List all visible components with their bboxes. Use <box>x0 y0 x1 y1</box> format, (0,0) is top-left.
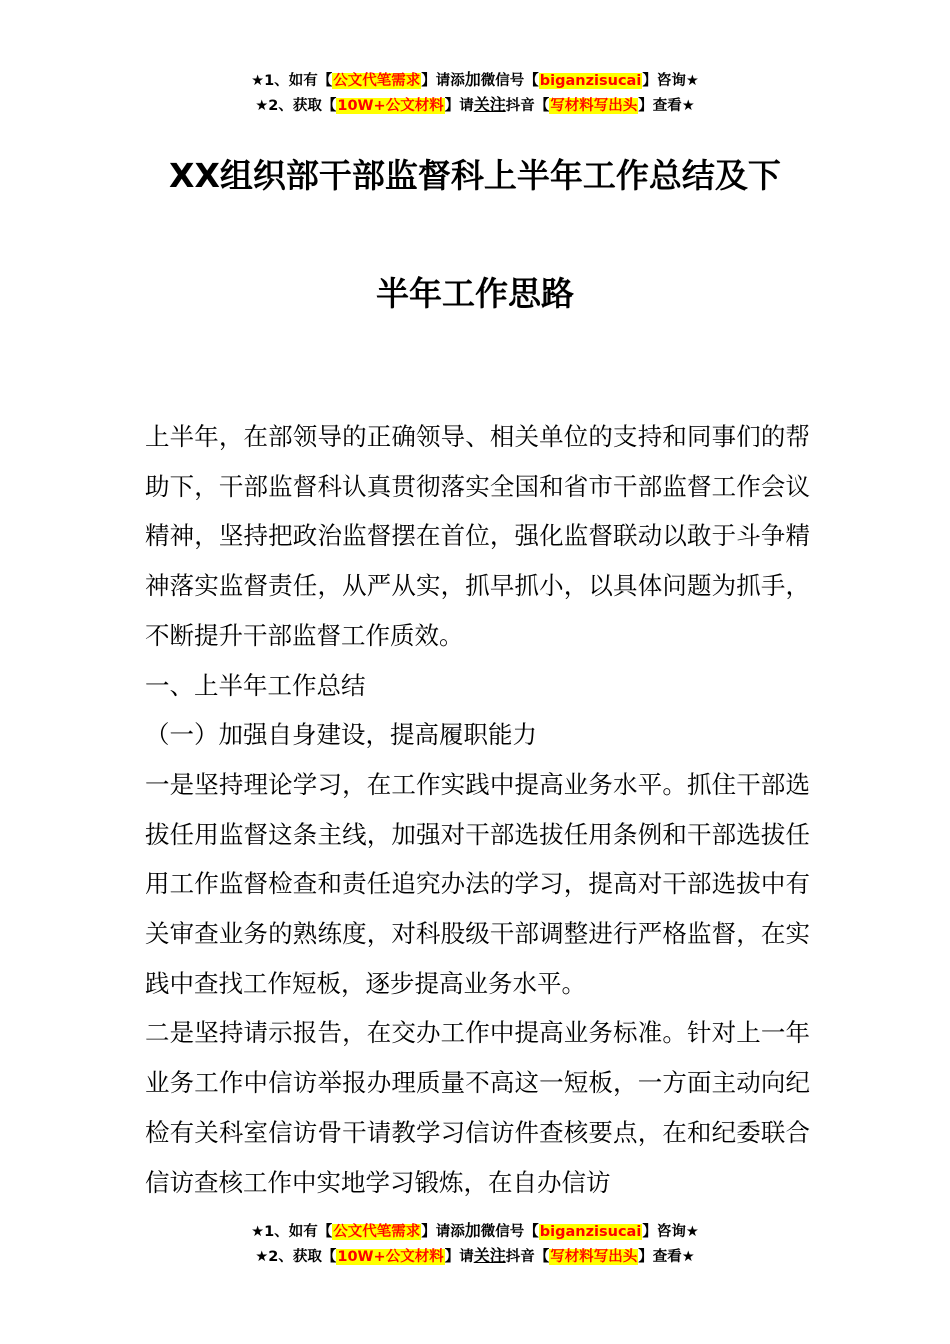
banner-highlight: 10W+公文材料 <box>337 98 444 114</box>
banner-text: 】查看★ <box>638 98 695 114</box>
header-banner <box>0 68 950 118</box>
banner-text: 加 <box>464 70 481 89</box>
banner-highlight: 10W+公文材料 <box>337 1249 444 1265</box>
banner-text: 】请 <box>444 98 474 114</box>
paragraph-intro: 上半年，在部领导的正确领导、相关单位的支持和同事们的帮助下，干部监督科认真贯彻落实全国和省市干部监督工作会议精神，坚持把政治监督摆在首位，强化监督联动以敢于斗争精神落实监督责任，从严从实，抓早抓小，以具体问题为抓手，不断提升干部监督工作质效。 <box>145 422 810 650</box>
banner-text: 微信号【 <box>480 1224 539 1240</box>
banner-highlight: biganzisucai <box>539 1224 642 1240</box>
banner-text: 】咨询★ <box>642 1224 699 1240</box>
banner-text: 】请 <box>444 1249 474 1265</box>
banner-highlight: 写材料写出头 <box>550 98 638 114</box>
banner-text: ★2、获取【 <box>255 1249 337 1265</box>
paragraph-point-1: 一是坚持理论学习，在工作实践中提高业务水平。抓住干部选拔任用监督这条主线，加强对干部选拔任用条例和干部选拔任用工作监督检查和责任追究办法的学习，提高对干部选拔中有关审查业务的熟练度，对科股级干部调整进行严格监督，在实践中查找工作短板，逐步提高业务水平。 <box>145 769 810 998</box>
heading-section-1: 一、上半年工作总结 <box>145 670 366 700</box>
banner-text: 抖音【 <box>505 98 550 114</box>
banner-text: 微信号【 <box>480 73 539 89</box>
banner-text: ★1、如有【 <box>251 1224 333 1240</box>
banner-line-1 <box>0 68 950 93</box>
footer-banner <box>0 1219 950 1269</box>
banner-highlight: biganzisucai <box>539 73 642 89</box>
document-title-line-1: XX组织部干部监督科上半年工作总结及下 <box>169 156 781 195</box>
banner-text: 】请添 <box>421 73 465 89</box>
heading-subsection-1: （一）加强自身建设，提高履职能力 <box>145 720 537 750</box>
paragraph-point-2: 二是坚持请示报告，在交办工作中提高业务标准。针对上一年业务工作中信访举报办理质量不高这一短板，一方面主动向纪检有关科室信访骨干请教学习信访件查核要点，在和纪委联合信访查核工作中实地学习锻炼，在自办信访 <box>145 1018 810 1197</box>
banner-text: 关注 <box>473 1246 506 1265</box>
banner-text: 抖音【 <box>505 1249 550 1265</box>
banner-text: 关注 <box>473 95 506 114</box>
banner-line-2 <box>0 93 950 118</box>
banner-highlight: 写材料写出头 <box>550 1249 638 1265</box>
banner-text: 】查看★ <box>638 1249 695 1265</box>
banner-highlight: 公文代笔需求 <box>333 1224 421 1240</box>
banner-text: ★2、获取【 <box>255 98 337 114</box>
banner-highlight: 公文代笔需求 <box>333 73 421 89</box>
document-body <box>145 412 810 1207</box>
banner-text: 加 <box>464 1221 481 1240</box>
banner-text: 】咨询★ <box>642 73 699 89</box>
banner-text: 】请添 <box>421 1224 465 1240</box>
document-title-line-2: 半年工作思路 <box>376 274 574 313</box>
banner-line-1 <box>0 1219 950 1244</box>
banner-text: ★1、如有【 <box>251 73 333 89</box>
banner-line-2 <box>0 1244 950 1269</box>
